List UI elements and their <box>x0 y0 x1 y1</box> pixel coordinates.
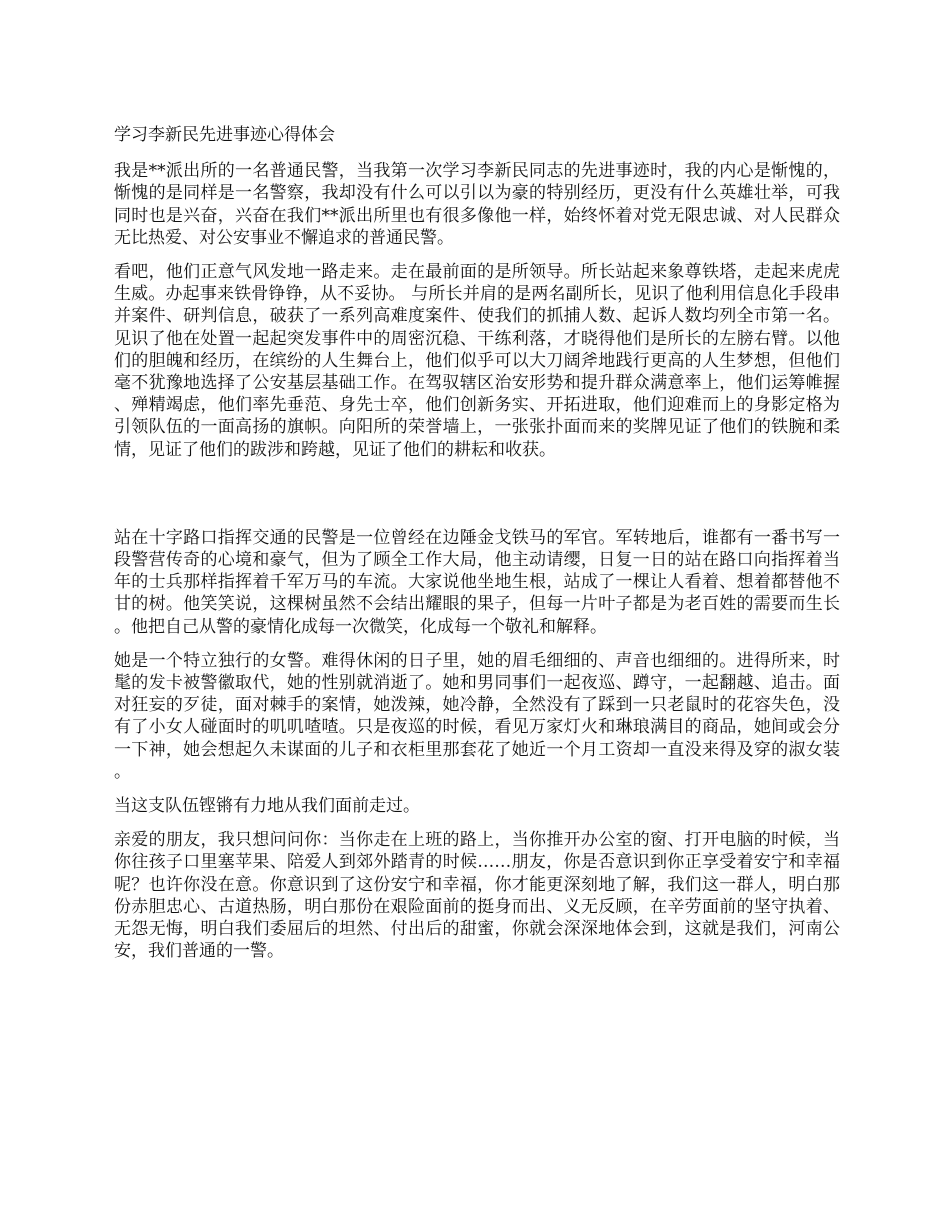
document-page <box>114 124 840 975</box>
paragraph-leaders: 看吧，他们正意气风发地一路走来。走在最前面的是所领导。所长站起来象尊铁塔，走起来虎虎生威。办起事来铁骨铮铮，从不妥协。 与所长并肩的是两名副所长，见识了他利用信息化手段串并案件、研判信息，破获了一系列高难度案件、使我们的抓捕人数、起诉人数均列全市第一名。见识了他在处置一起起突发事件中的周密沉稳、干练利落，才晓得他们是所长的左膀右臂。以他们的胆魄和经历，在缤纷的人生舞台上，他们似乎可以大刀阔斧地践行更高的人生梦想，但他们毫不犹豫地选择了公安基层基础工作。在驾驭辖区治安形势和提升群众满意率上，他们运筹帷握、殚精竭虑，他们率先垂范、身先士卒，他们创新务实、开拓进取，他们迎难而上的身影定格为引领队伍的一面高扬的旗帜。向阳所的荣誉墙上，一张张扑面而来的奖牌见证了他们的铁腕和柔情，见证了他们的跋涉和跨越，见证了他们的耕耘和收获。 <box>114 262 840 460</box>
paragraph-spacer <box>114 473 840 527</box>
paragraph-team: 当这支队伍铿锵有力地从我们面前走过。 <box>114 796 420 817</box>
paragraph-traffic-officer: 站在十字路口指挥交通的民警是一位曾经在边陲金戈铁马的军官。军转地后，谁都有一番书写一段警营传奇的心境和豪气，但为了顾全工作大局，他主动请缨，日复一日的站在路口向指挥着当年的士兵那样指挥着千军万马的车流。大家说他坐地生根，站成了一棵让人看着、想着都替他不甘的树。他笑笑说，这棵树虽然不会结出耀眼的果子，但每一片叶子都是为老百姓的需要而生长。他把自己从警的豪情化成每一次微笑，化成每一个敬礼和解释。 <box>114 527 840 637</box>
document-title: 学习李新民先进事迹心得体会 <box>114 125 335 145</box>
paragraph-closing: 亲爱的朋友，我只想问问你：当你走在上班的路上，当你推开办公室的窗、打开电脑的时候，当你往孩子口里塞苹果、陪爱人到郊外踏青的时候……朋友，你是否意识到你正享受着安宁和幸福呢？也许你没在意。你意识到了这份安宁和幸福，你才能更深刻地了解，我们这一群人，明白那份赤胆忠心、古道热肠，明白那份在艰险面前的挺身而出、义无反顾，在辛劳面前的坚守执着、无怨无悔，明白我们委屈后的坦然、付出后的甜蜜，你就会深深地体会到，这就是我们，河南公安，我们普通的一警。 <box>114 830 840 962</box>
paragraph-intro: 我是**派出所的一名普通民警，当我第一次学习李新民同志的先进事迹时，我的内心是惭愧的，惭愧的是同样是一名警察，我却没有什么可以引以为豪的特别经历，更没有什么英雄壮举，可我同时也是兴奋，兴奋在我们**派出所里也有很多像他一样，始终怀着对党无限忠诚、对人民群众无比热爱、对公安事业不懈追求的普通民警。 <box>114 161 840 248</box>
paragraph-female-officer: 她是一个特立独行的女警。难得休闲的日子里，她的眉毛细细的、声音也细细的。进得所来，时髦的发卡被警徽取代，她的性别就消逝了。她和男同事们一起夜巡、蹲守，一起翻越、追击。面对狂妄的歹徒，面对棘手的案情，她泼辣，她冷静，全然没有了踩到一只老鼠时的花容失色，没有了小女人碰面时的叽叽喳喳。只是夜巡的时候，看见万家灯火和琳琅满目的商品，她间或会分一下神，她会想起久未谋面的儿子和衣柜里那套花了她近一个月工资却一直没来得及穿的淑女装。 <box>114 650 840 782</box>
